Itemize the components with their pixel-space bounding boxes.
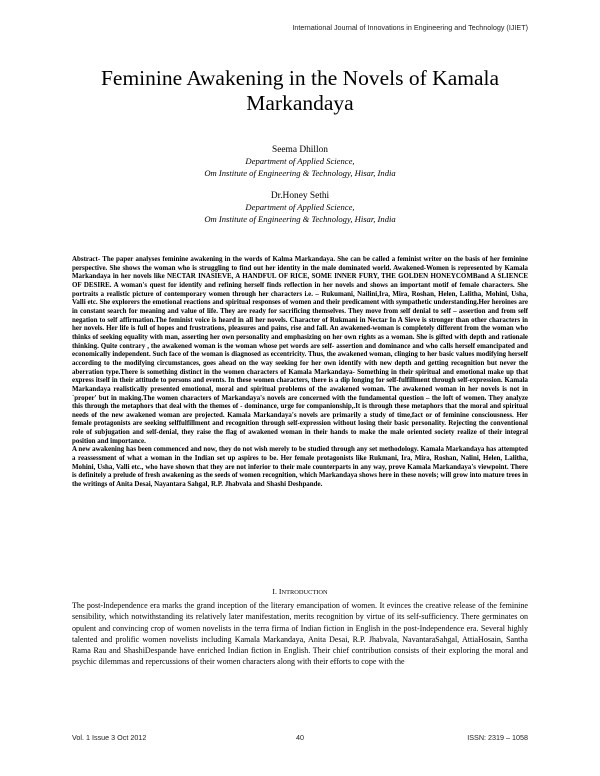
abstract-paragraph: A new awakening has been commenced and now, they do not wish merely to be studied through any set methodology. Kamala Markandaya has attempted a reassessment of what a woman in the Indian set up aspires to be. Her female protagonists like Rukmani, Ira, Mira, Roshan, Nalini, Helen, Lalitha, Mohini, Usha, Valli etc., who have shown that they are not inferior to their male counterparts in any way, prove Kamala Markandaya's viewpoint. There is definitely a prelude of fresh awakening as the seeds of women recognition, which Markandaya shows here in these novels; will grow into mature trees in the writings of Anita Desai, Nayantara Sahgal, R.P. Jhabvala and Shashi Deshpande. bbox=[72, 445, 528, 489]
author-institute: Om Institute of Engineering & Technology, Hisar, India bbox=[204, 213, 396, 224]
paper-title-line2: Markandaya bbox=[246, 91, 354, 115]
author-department: Department of Applied Science, bbox=[245, 202, 355, 213]
author-department: Department of Applied Science, bbox=[245, 156, 355, 167]
section-title-rest: NTRODUCTION bbox=[281, 589, 328, 596]
paper-title bbox=[60, 66, 540, 116]
footer-issn: ISSN: 2319 – 1058 bbox=[467, 733, 528, 742]
author-block-1 bbox=[60, 145, 540, 179]
section-heading-introduction bbox=[72, 587, 528, 596]
section-numeral: I. bbox=[272, 587, 277, 596]
abstract-paragraph: Abstract- The paper analyses feminine awakening in the words of Kalma Markandaya. She can be called a feminist writer on the basis of her feminine perspective. She shows the woman who is struggling to find out her identity in the male dominated world. Awakened-Women is represented by Kamala Markandaya in her novels like NECTAR INASIEVE, A HANDFUL OF RICE, SOME INNER FURY, THE GOLDEN HONEYCOMBand A SLIENCE OF DESIRE. A woman's quest for identify and refining herself finds reflection in her novels and shows an important motif of female characters. She portraits a realistic picture of contemporary women through her characters i.e. – Rukumani, Nailini,Ira, Mira, Roshan, Helen, Lalitha, Mohini, Usha, Valli etc. She explorers the emotional reactions and spiritual responses of women and their predicament with sympathetic understanding.Her heroines are in constant search for meaning and value of life. They are ready for sacrificing themselves. They move from self denial to self – assertion and from self negation to self affirmation.The feminist voice is heard in all her novels. Character of Rukmani in Nectar In A Sieve is stronger than other characters in her novels. Her life is full of hopes and frustrations, pleasures and pains, rise and fall. An awakened-woman is completely different from the woman who thinks of seeking equality with man, asserting her own personality and emphasizing on her own rights as a woman. She is gifted with depth and rationale thinking. Quite contrary , the awakened woman is the woman whose pet words are self- assertion and dominance and who calls herself emancipated and economically independent. Such face of the woman is diagnosed as eccentricity. Thus, the awakened woman, clinging to her basic values modifying herself according to the modifying circumstances, goes ahead on the way seeking for her own identify with new depth and getting recognition but never the aberration type.There is something distinct in the women characters of Kamala Markandaya- Something in their spiritual and emotional make up that express itself in their attitude to persons and events. In these women characters, there is a dip longing for self-fulfillment through self-expression. Kamala Markandaya realistically presented emotional, moral and spiritual problems of the awakened woman. The awakened woman in her novels is not in `proper' but in making.The women characters of Markandaya's novels are concerned with the fundamental question – the loft of women. They analyze this through the metaphors that deal with the themes of - dominance, urge for companionship,.It is through these metaphors that the moral and spiritual needs of the new awakened woman are projected. Kamala Markandaya's novels are primarily a study of time,fact or of feminine consciousness. Her female protagonists are seeking selffulfillment and recognition through self-expression without losing their basic personality. Rejecting the conventional role of subjugation and self-denial, they raise the flag of awakened woman in their hands to make the male oriented society realize of their integral position and importance. bbox=[72, 255, 528, 445]
journal-header: International Journal of Innovations in Engineering and Technology (IJIET) bbox=[292, 23, 528, 32]
footer-volume: Vol. 1 Issue 3 Oct 2012 bbox=[72, 733, 147, 742]
author-name: Dr.Honey Sethi bbox=[270, 191, 330, 201]
introduction-body bbox=[72, 600, 528, 668]
author-name: Seema Dhillon bbox=[272, 145, 328, 155]
author-institute: Om Institute of Engineering & Technology, Hisar, India bbox=[204, 167, 396, 178]
footer-page-number: 40 bbox=[296, 733, 304, 742]
abstract bbox=[72, 255, 528, 489]
author-block-2 bbox=[60, 191, 540, 225]
paper-title-line1: Feminine Awakening in the Novels of Kamala bbox=[100, 66, 500, 90]
section-initial: I bbox=[278, 587, 282, 596]
body-paragraph: The post-Independence era marks the grand inception of the literary emancipation of women. It evinces the creative release of the feminine sensibility, which notwithstanding its relatively later manifestation, merits recognition by virtue of its self-sufficiency. There germinates on opulent and convincing crop of women novelists in the terra firma of Indian fiction in English in the post-Independence era. Several highly talented and prolific women novelists including Kamala Markandaya, Anita Desai, R.P. Jhabvala, NavantaraSahgal, AttiaHosain, Santha Rama Rau and ShashiDespande have enriched Indian fiction in English. Their chief contribution consists of their exploring the moral and psychic dilemmas and repercussions of their women characters along with their efforts to cope with the bbox=[72, 601, 528, 667]
